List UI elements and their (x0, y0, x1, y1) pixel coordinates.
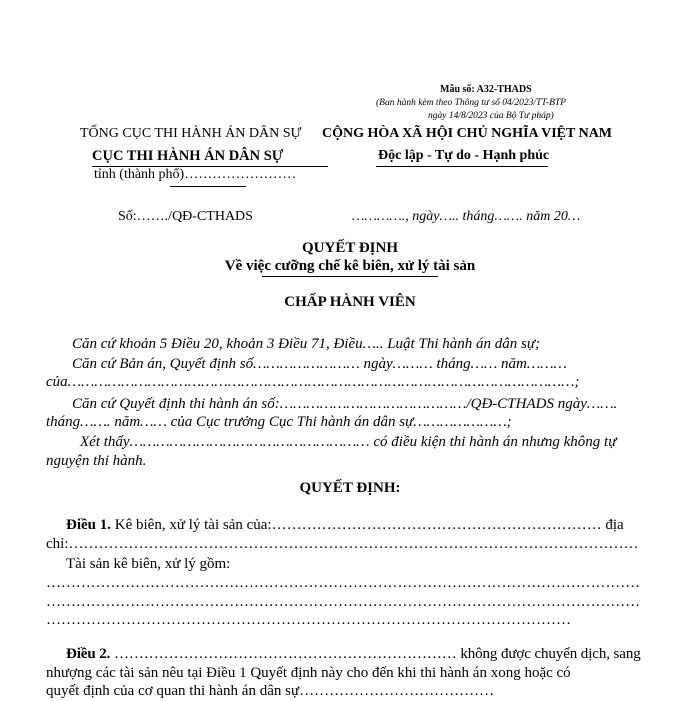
basis-enforcement-date: tháng……. năm…… của Cục trưởng Cục Thi hành án dân sự…………………; (46, 414, 512, 430)
document-number: Số:……./QĐ-CTHADS (118, 209, 253, 224)
basis-enforcement-decision: Căn cứ Quyết định thi hành án số:……………………………………/QĐ-CTHADS ngày……. (72, 396, 618, 412)
subject-underline (262, 276, 438, 277)
article-1-asset-line: …………………………………………………………………………………………… (46, 612, 571, 628)
province-line: tỉnh (thành phố)…………………… (94, 167, 297, 182)
national-motto: Độc lập - Tự do - Hạnh phúc (378, 148, 550, 163)
form-number: Mẫu số: A32-THADS (440, 84, 532, 95)
basis-consideration-end: nguyện thi hành. (46, 453, 147, 469)
motto-underline (376, 166, 548, 167)
province-underline (170, 186, 246, 187)
article-2-first-line (66, 644, 641, 664)
document-subject: Về việc cưỡng chế kê biên, xử lý tài sản (224, 258, 476, 274)
basis-judgment-court: của……………………………………………………………………………………………………; (46, 374, 580, 390)
agency-name: CỤC THI HÀNH ÁN DÂN SỰ (92, 148, 284, 164)
article-1-address: chỉ:…………………………………………………………………………………………………… (46, 536, 639, 552)
basis-judgment: Căn cứ Bản án, Quyết định số…………………… ngày……… tháng…… năm……… (72, 356, 567, 372)
agency-parent: TỔNG CỤC THI HÀNH ÁN DÂN SỰ (80, 126, 302, 141)
article-1-text: Kê biên, xử lý tài sản của:………………………………………………………… địa (114, 517, 624, 533)
article-1-label: Điều 1. (66, 517, 111, 533)
document-date: …………., ngày….. tháng……. năm 20… (352, 209, 581, 224)
article-1-first-line (66, 515, 624, 535)
article-2-label: Điều 2. (66, 646, 111, 662)
article-1-asset-line: ………………………………………………………………………………………………………… (46, 594, 641, 610)
article-1-asset-line: ………………………………………………………………………………………………………… (46, 575, 641, 591)
document-title: QUYẾT ĐỊNH (302, 240, 398, 256)
article-2-text-end: quyết định của cơ quan thi hành án dân sự………………………………… (46, 683, 495, 699)
article-2-text-continued: nhượng các tài sản nêu tại Điều 1 Quyết định này cho đến khi thi hành án xong hoặc có (46, 665, 571, 681)
decision-heading: QUYẾT ĐỊNH: (299, 480, 401, 496)
issuer-title: CHẤP HÀNH VIÊN (284, 294, 416, 310)
country-name: CỘNG HÒA XÃ HỘI CHỦ NGHĨA VIỆT NAM (322, 126, 613, 141)
article-2-text: …………………………………………………………… không được chuyển dịch, sang (113, 646, 641, 662)
form-note: (Ban hành kèm theo Thông tư số 04/2023/TT-BTP (376, 98, 566, 108)
form-note-date: ngày 14/8/2023 của Bộ Tư pháp) (428, 111, 554, 121)
article-1-assets-label: Tài sản kê biên, xử lý gồm: (66, 556, 231, 572)
basis-law: Căn cứ khoản 5 Điều 20, khoản 3 Điều 71, Điều….. Luật Thi hành án dân sự; (72, 336, 541, 352)
basis-consideration: Xét thấy……………………………………………… có điều kiện thi hành án nhưng không tự (80, 434, 617, 450)
